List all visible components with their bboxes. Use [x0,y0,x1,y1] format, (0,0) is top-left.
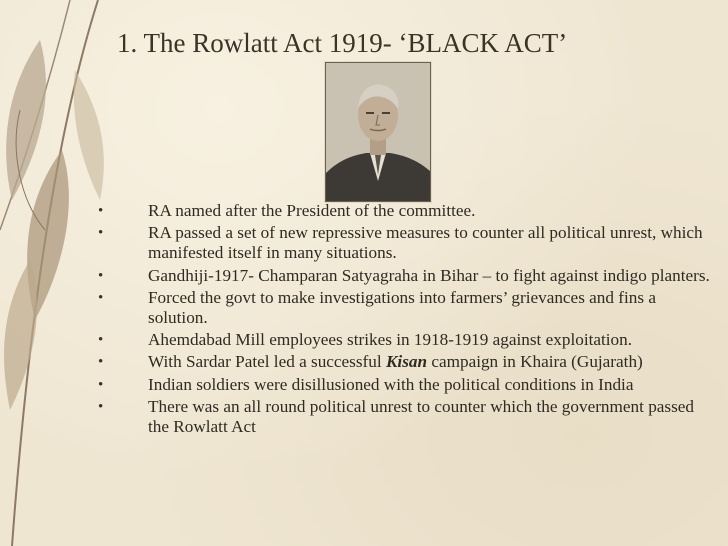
list-item: • RA named after the President of the committee. [98,201,476,220]
slide-title: 1. The Rowlatt Act 1919- ‘BLACK ACT’ [117,28,568,58]
list-item: • There was an all round political unrest to counter which the government passed the Rowlatt Act [98,396,695,437]
bullet-icon: • [98,332,104,349]
list-item: • Gandhiji-1917- Champaran Satyagraha in Bihar – to fight against indigo planters. [98,265,710,285]
portrait-photo [325,62,431,202]
bullet-icon: • [98,267,104,284]
bullet-icon: • [98,398,104,415]
bullet-icon: • [98,225,104,242]
bullet-icon: • [98,354,104,371]
list-item: • Forced the govt to make investigations into farmers’ grievances and fins a solution. [98,287,656,328]
list-item: • RA passed a set of new repressive measures to counter all political unrest, which manifested itself in many situations. [98,223,703,263]
bullet-icon: • [98,289,104,306]
list-item: • With Sardar Patel led a successful Kisan campaign in Khaira (Gujarath) [98,352,643,372]
kisan-emphasis: Kisan [385,352,428,372]
bullet-icon: • [98,376,104,393]
bullet-icon: • [98,203,104,219]
bullet-list [0,201,728,439]
list-item: • Indian soldiers were disillusioned with the political conditions in India [98,374,634,394]
list-item: • Ahemdabad Mill employees strikes in 1918-1919 against exploitation. [98,330,633,350]
